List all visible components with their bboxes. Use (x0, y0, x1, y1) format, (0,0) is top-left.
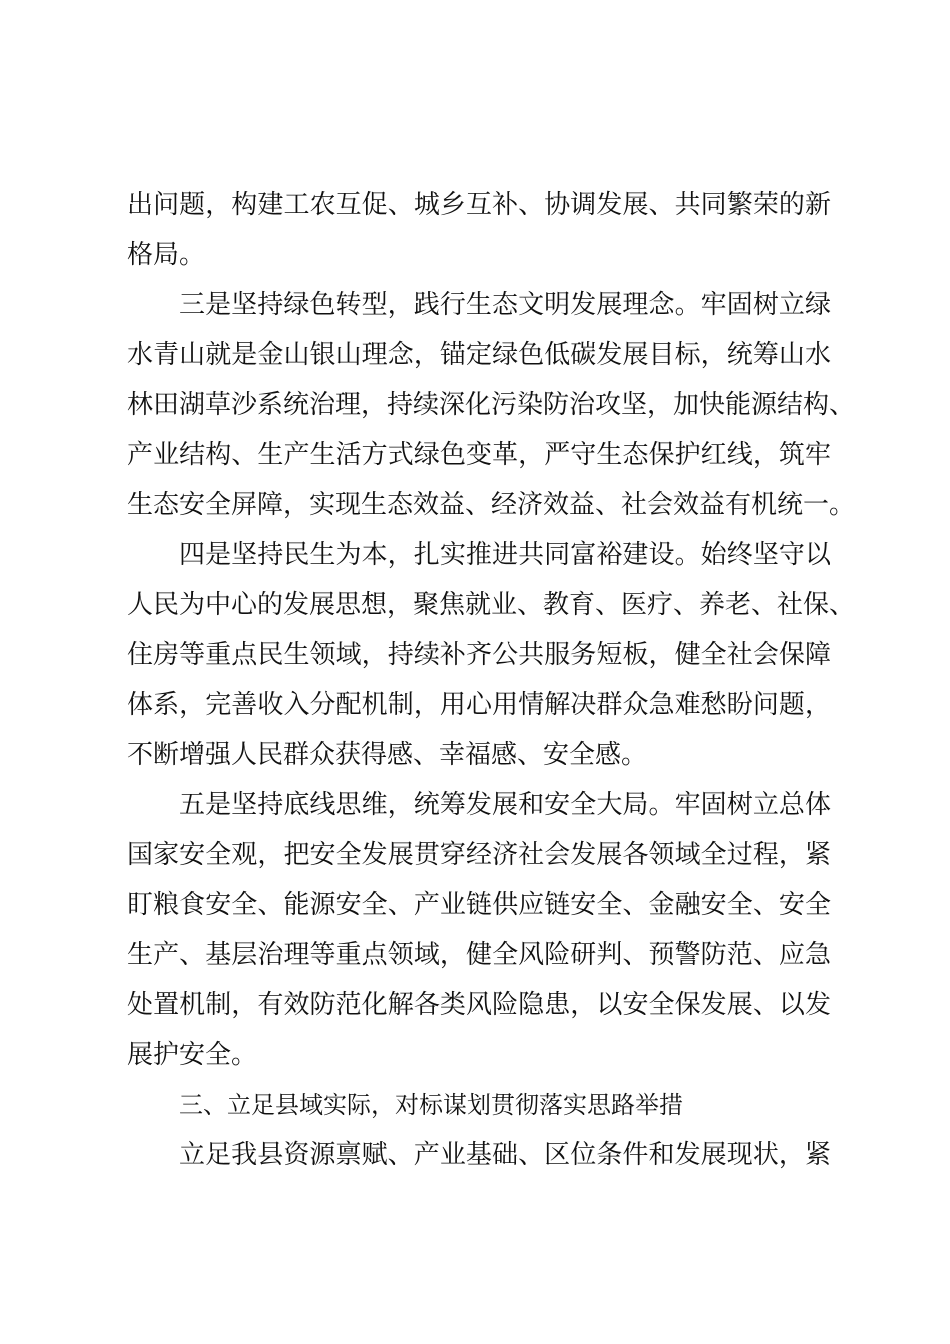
paragraph-4-line-3: 住房等重点民生领域，持续补齐公共服务短板，健全社会保障 (127, 640, 831, 670)
paragraph-3-line-4: 产业结构、生产生活方式绿色变革，严守生态保护红线，筑牢 (127, 440, 831, 470)
paragraph-4-line-1: 四是坚持民生为本，扎实推进共同富裕建设。始终坚守以 (179, 540, 831, 570)
paragraph-6-line-1: 立足我县资源禀赋、产业基础、区位条件和发展现状，紧 (179, 1140, 831, 1170)
paragraph-4-line-5: 不断增强人民群众获得感、幸福感、安全感。 (127, 740, 648, 770)
paragraph-4-line-4: 体系，完善收入分配机制，用心用情解决群众急难愁盼问题， (127, 690, 831, 720)
paragraph-3-line-1: 三是坚持绿色转型，践行生态文明发展理念。牢固树立绿 (179, 290, 831, 320)
paragraph-3-line-5: 生态安全屏障，实现生态效益、经济效益、社会效益有机统一。 (127, 490, 856, 520)
paragraph-5-line-1: 五是坚持底线思维，统筹发展和安全大局。牢固树立总体 (179, 790, 831, 820)
paragraph-5-line-5: 处置机制，有效防范化解各类风险隐患，以安全保发展、以发 (127, 990, 831, 1020)
paragraph-4-line-2: 人民为中心的发展思想，聚焦就业、教育、医疗、养老、社保、 (127, 590, 856, 620)
paragraph-5-line-4: 生产、基层治理等重点领域，健全风险研判、预警防范、应急 (127, 940, 831, 970)
paragraph-5-line-2: 国家安全观，把安全发展贯穿经济社会发展各领域全过程，紧 (127, 840, 831, 870)
paragraph-3-line-3: 林田湖草沙系统治理，持续深化污染防治攻坚，加快能源结构、 (127, 390, 856, 420)
text-line-1: 出问题，构建工农互促、城乡互补、协调发展、共同繁荣的新 (127, 190, 831, 220)
paragraph-5-line-6: 展护安全。 (127, 1040, 258, 1070)
text-line-2: 格局。 (127, 240, 206, 270)
section-heading: 三、立足县域实际，对标谋划贯彻落实思路举措 (179, 1091, 683, 1119)
paragraph-3-line-2: 水青山就是金山银山理念，锚定绿色低碳发展目标，统筹山水 (127, 340, 831, 370)
paragraph-5-line-3: 盯粮食安全、能源安全、产业链供应链安全、金融安全、安全 (127, 890, 831, 920)
